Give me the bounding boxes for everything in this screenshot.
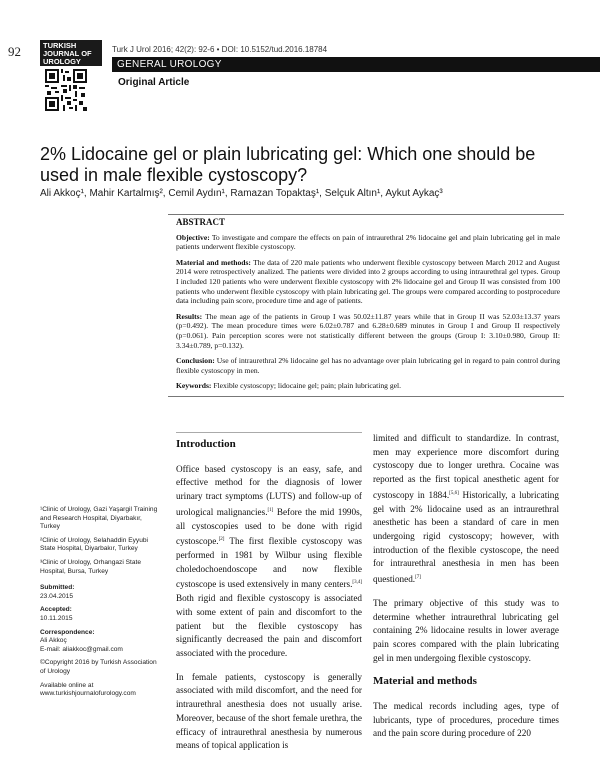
citation: Turk J Urol 2016; 42(2): 92-6 • DOI: 10.5152/tud.2016.18784: [112, 45, 328, 54]
intro-text-b: Before the mid 1990s, all cystoscopies used to be done with rigid cystoscope.: [176, 506, 362, 547]
section-rule: [176, 432, 362, 433]
intro-paragraph-1: [176, 463, 362, 661]
author-list: Ali Akkoç¹, Mahir Kartalmış², Cemil Aydın¹, Ramazan Topaktaş¹, Selçuk Altın¹, Aykut Aykaç³: [40, 188, 443, 199]
methods-label: Material and methods:: [176, 257, 251, 267]
abstract-conclusion: [176, 356, 560, 375]
intro-text-a: Office based cystoscopy is an easy, safe, and effective method for the diagnosis of lower urinary tract symptoms (LUTS) and follow-up of urological malignancies.: [176, 463, 362, 517]
intro-paragraph-2: In female patients, cystoscopy is generally associated with mild discomfort, and the need for intraurethral anesthesia does not usually arise. Moreover, because of the short female urethra, the efficacy of intraurethral anesthesia by numerous means of topical application is: [176, 671, 362, 751]
affiliation-3: ³Clinic of Urology, Orhangazi State Hospital, Bursa, Turkey: [40, 558, 142, 575]
abstract-box: [168, 214, 564, 397]
objective-label: Objective:: [176, 232, 210, 242]
abstract-methods: [176, 258, 560, 306]
journal-logo: [40, 40, 102, 66]
body-column-2: [373, 432, 559, 751]
affiliation-1: ¹Clinic of Urology, Gazi Yaşargil Training and Research Hospital, Diyarbakır, Turkey: [40, 506, 158, 531]
objective-text: To investigate and compare the effects on pain of intraurethral 2% lidocaine gel and plain lubricating gel in male patients underwent flexible cystoscopy.: [176, 232, 560, 252]
citation-ref: [2]: [218, 537, 225, 543]
correspondence-email[interactable]: E-mail: aliakkoc@gmail.com: [40, 645, 123, 653]
conclusion-label: Conclusion:: [176, 356, 215, 366]
objective-paragraph: The primary objective of this study was to determine whether intraurethral lubricating gel containing 2% lidocaine results in lower average pain scores compared with the plain lubricating gel in men undergoing flexible cystoscopy.: [373, 597, 559, 663]
article-type: Original Article: [118, 77, 190, 88]
journal-url[interactable]: www.turkishjournalofurology.com: [40, 690, 136, 698]
citation-ref: [7]: [415, 575, 421, 581]
col2-text-b: Historically, a lubricating gel with 2% lidocaine used as an intraurethral anesthetic has been a standard of care in men undergoing rigid cystoscopy; however, with introduction of the flexible cystoscope, the need for intraurethral anesthesia in men has been questioned.: [373, 489, 559, 585]
correspondence-name: Ali Akkoç: [40, 637, 67, 645]
abstract-heading: ABSTRACT: [176, 217, 226, 227]
correspondence-label: Correspondence:: [40, 628, 95, 636]
accepted-label: Accepted:: [40, 606, 72, 614]
citation-ref: [1]: [267, 507, 274, 513]
conclusion-text: Use of intraurethral 2% lidocaine gel has no advantage over plain lubricating gel in regard to pain control during flexible cystoscopy in men.: [176, 356, 560, 375]
introduction-heading: Introduction: [176, 438, 236, 450]
logo-line-1: TURKISH: [43, 41, 77, 50]
abstract-keywords: [176, 381, 560, 391]
abstract-results: [176, 312, 560, 350]
col2-paragraph-1: [373, 432, 559, 587]
section-bar: GENERAL UROLOGY: [112, 57, 600, 72]
keywords-text: Flexible cystoscopy; lidocaine gel; pain; plain lubricating gel.: [213, 381, 402, 391]
page-number: 92: [8, 44, 21, 59]
col2-text-a: limited and difficult to standardize. In contrast, men may experience more discomfort during cystoscopy due to longer urethra. Cocaine was reported as the first topical anesthetic agent for cystoscopy in 1884.: [373, 433, 559, 500]
submitted-label: Submitted:: [40, 584, 75, 592]
body-column-1: [176, 432, 362, 763]
methods-paragraph-1: The medical records including ages, type of lubricants, type of procedures, procedure times and the pain score during procedure of 220: [373, 701, 559, 739]
logo-line-3: UROLOGY: [43, 57, 81, 66]
results-label: Results:: [176, 311, 203, 321]
available-label: Available online at: [40, 681, 94, 689]
accepted-date: 10.11.2015: [40, 614, 73, 622]
results-text: The mean age of the patients in Group I was 50.02±11.87 years while that in Group II was 52.03±13.37 years (p=0.492). The mean procedure times were 6.02±0.787 and 6.28±0.689 minutes in Group I and Group II respectively (p=0.061). Pain perception scores were not statistically different between the groups (Group I: 3.10±0.980, Group II: 3.34±0.789, p=0.132).: [176, 311, 560, 350]
affiliation-2: ²Clinic of Urology, Selahaddin Eyyubi State Hospital, Diyarbakır, Turkey: [40, 536, 148, 553]
qr-code-icon: [45, 69, 87, 111]
methods-text: The data of 220 male patients who underwent flexible cystoscopy between March 2012 and August 2014 were retrospectively analized. The patients were divided into 2 groups according to using intraurethral gel types. Group I included 120 patients who were underwent flexible cystoscopy with 2% lidocaine gel and Group II was consisted from 100 patients who underwent flexible cystoscopy with plain lubricating gel. The groups were compared according to postprocedure data including pain score, procedure time and age of patients.: [176, 257, 561, 306]
submitted-date: 23.04.2015: [40, 592, 74, 600]
article-title: 2% Lidocaine gel or plain lubricating gel: Which one should be used in male flexible cystoscopy?: [40, 144, 536, 185]
article-info-sidebar: [40, 506, 160, 704]
keywords-label: Keywords:: [176, 381, 212, 391]
intro-text-c: The first flexible cystoscopy was performed in 1981 by Wilbur using flexible choledochoendoscope and now flexible cystoscope is used extensively in many centers.: [176, 536, 362, 590]
citation-ref: [3,4]: [352, 580, 362, 586]
copyright: ©Copyright 2016 by Turkish Association of Urology: [40, 659, 157, 675]
intro-text-d: Both rigid and flexible cystoscopy is associated with some extent of pain and discomfort to the patient but the flexible cystoscopy has significantly decreased the pain and discomfort associated with the procedure.: [176, 593, 362, 659]
methods-heading: Material and methods: [373, 675, 477, 688]
abstract-objective: [176, 233, 560, 252]
citation-ref: [5,6]: [449, 490, 459, 496]
logo-line-2: JOURNAL OF: [43, 49, 92, 58]
